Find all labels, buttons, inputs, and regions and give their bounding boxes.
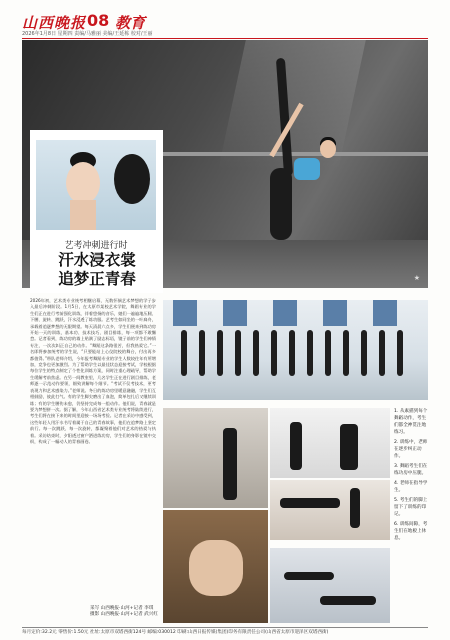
caption-3: 3. 舞蹈考生们在练功房中压腿。	[394, 464, 428, 476]
masthead-divider	[22, 38, 428, 39]
caption-5: 5. 考生们的脚上留下了训练的印记。	[394, 498, 428, 517]
footer-imprint: 每月定价:32.2元 零售价:1.50元 社址:太原市双塔西街124号 邮编:030012 印刷:山西日报传媒(集团)印务有限责任公司(山西省太原市迎泽区双塔西街)	[22, 630, 329, 635]
footer-divider	[22, 627, 428, 628]
headline-line-1: 汗水浸衣裳	[58, 250, 136, 269]
article-subhead: 艺考冲刺进行时	[64, 241, 128, 251]
caption-1: 1. 从素描到每个舞蹈动作，考生们都全神贯注地练习。	[394, 409, 428, 435]
class-dancer	[343, 330, 349, 376]
class-dancer	[271, 330, 277, 376]
dancer-leotard	[294, 158, 320, 180]
photo-credit-mark: ★	[413, 274, 420, 282]
masthead	[22, 12, 428, 38]
caption-2: 2. 训练中，老师在逐步纠正动作。	[394, 440, 428, 459]
class-dancer	[379, 330, 385, 376]
class-dancer	[289, 330, 295, 376]
class-dancer	[325, 330, 331, 376]
class-window	[323, 300, 347, 326]
class-dancer	[181, 330, 187, 376]
portrait-neck	[70, 200, 96, 230]
article-bylines	[90, 606, 160, 618]
photo-captions	[394, 408, 430, 545]
class-dancer	[397, 330, 403, 376]
photo-stretching	[270, 480, 390, 540]
section-name: 教育	[115, 14, 146, 32]
student-figure	[340, 424, 358, 470]
class-window	[173, 300, 197, 326]
photo-floor-rest	[270, 548, 390, 623]
class-window	[273, 300, 297, 326]
photo-class-barre	[163, 300, 428, 400]
byline-photographer: 摄影 山西晚报·山河+记者 武兴红	[90, 612, 158, 617]
stretching-arm	[280, 498, 340, 508]
feet-closeup	[189, 540, 243, 596]
class-dancer	[235, 330, 241, 376]
hero-window-light	[218, 40, 366, 170]
byline-writer: 采写 山西晚报·山河+记者 李琪	[90, 606, 154, 611]
photo-teacher-demo	[270, 408, 390, 478]
issue-meta: 2026年1月8日 星期四 责编/马雅丽 美编/王延栋 校对/王丽	[22, 31, 153, 37]
dancer-body	[270, 168, 292, 240]
title-card	[30, 130, 163, 293]
class-dancer	[307, 330, 313, 376]
newspaper-logo: 山西晚报	[22, 14, 87, 32]
portrait-photo	[36, 140, 156, 230]
photo-dancer-feet	[163, 510, 268, 623]
ballet-barre	[162, 152, 428, 156]
dancer-head	[320, 140, 336, 158]
resting-dancer	[284, 572, 334, 580]
class-dancer	[361, 330, 367, 376]
page-number: 08	[87, 11, 110, 30]
class-dancer	[253, 330, 259, 376]
photo-studio-portrait	[163, 408, 268, 508]
studio-dancer	[223, 428, 237, 500]
class-window	[373, 300, 397, 326]
class-dancer	[199, 330, 205, 376]
caption-6: 6. 训练间隙，考生们在地板上休息。	[394, 522, 428, 541]
article-body: 2026年初，艺术类专业统考相继启幕，无数怀揣艺术梦想的学子步入最后冲刺阶段。1月5日，在太原市某校艺术学院，舞蹈专业的学生们正在进行考前强化训练，伴着悠扬的音乐，她们一遍遍地压腿、下腰、旋转、跳跃，汗水浸透了练功服。艺考生如同坐的一叶扁舟，承载着追逐梦想的无限期望。每天清晨六点多，学生们便来到练功房开始一天的训练，基本功、技术技巧、剧目排练，每一项都不敢懈怠。记者看到，练功房的墙上贴满了励志标语，镜子前的学生们神情专注，一次次纠正自己的动作。“舞蹈这条路很苦，但我热爱它。”一名即将参加统考的学生说，“只要能站上心仪院校的舞台，付出再多都值得。”带队老师介绍，今年报考舞蹈专业的学生人数较往年有所增加，竞争也更加激烈。为了帮助学生以最佳状态迎接考试，学校根据每位学生的特点制定了个性化训练方案，同时注重心理疏导，帮助学生缓解考前焦虑。在另一间教室里，几名学生正在进行剧目排练，老师逐一示范动作要领，细致讲解每个细节。“考试不仅考技术，更考表现力和艺术感染力。”老师说。冬日的练功房里暖意融融，学生们互相鼓励，彼此打气。有的学生脚尖磨出了血泡，简单包扎后又继续训练；有的学生腰伤未愈，仍坚持完成每一组动作。他们说，青春就是要为梦想拼一次。据了解，今年山西省艺术类专业统考将陆续进行，考生们将在接下来的时间里迎接一场场考验。记者在采访中感受到，这些年轻人用汗水书写着属于自己的青春故事，他们在追梦路上坚定前行。每一次跳跃、每一次旋转，都凝聚着他们对艺术的热爱与执着。采访结束时，夕阳透过窗户洒进练功房，学生们的身影在镜中交织，构成了一幅动人的青春画卷。	[30, 298, 156, 444]
class-window	[223, 300, 247, 326]
article-headline	[34, 250, 160, 288]
class-dancer	[217, 330, 223, 376]
portrait-second-head	[114, 154, 150, 204]
portrait-face	[66, 162, 100, 204]
stretching-teacher	[350, 488, 360, 528]
headline-line-2: 追梦正青春	[58, 269, 136, 288]
teacher-figure	[290, 422, 302, 470]
resting-dancer	[320, 596, 376, 605]
caption-4: 4. 老师在指导学生。	[394, 481, 428, 493]
